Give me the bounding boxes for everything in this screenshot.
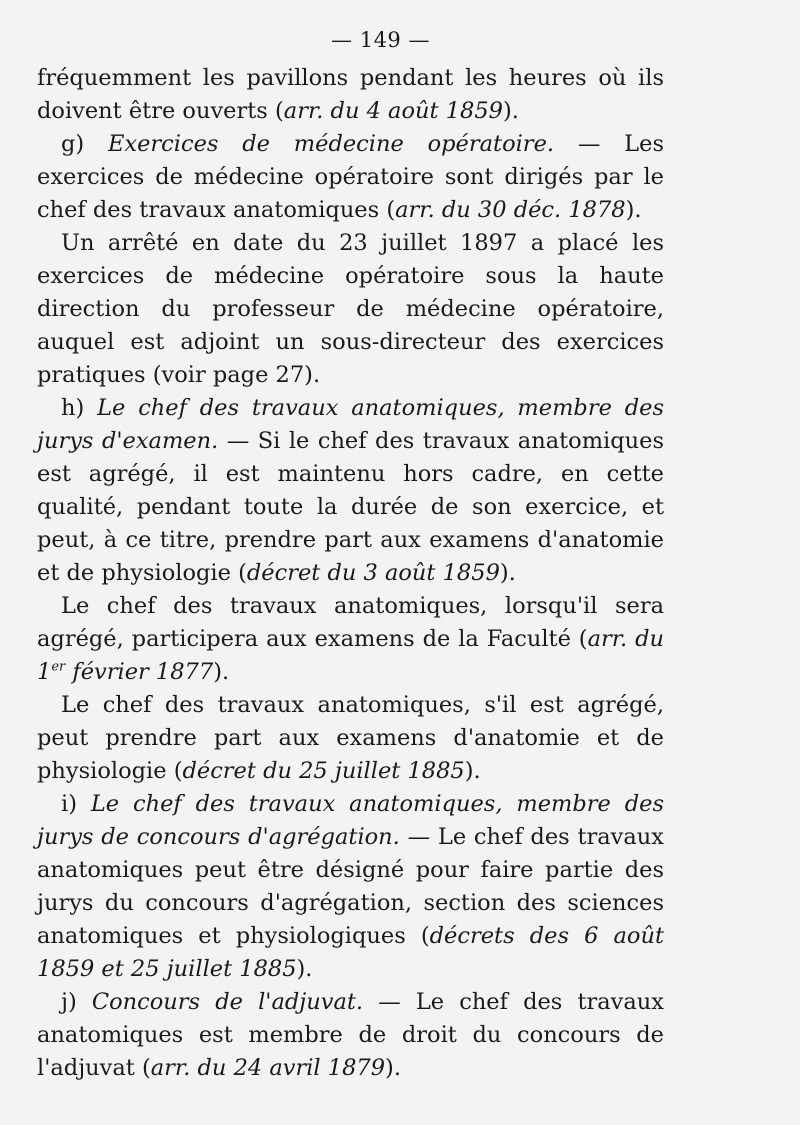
italic-text: arr. du 30 déc. 1878 [395, 197, 626, 223]
italic-text: Le chef des travaux anatomiques, membre des jurys de concours d'agrégation. [37, 791, 664, 850]
italic-text: décrets des 6 août 1859 et 25 juillet 1885 [37, 923, 665, 982]
text-run: — Si le chef des travaux anatomiques est agrégé, il est maintenu hors cadre, en cette qualité, pendant toute la durée de son exercice, et peut, à ce titre, prendre part aux examens d'anatomie et de physiologie ( [37, 428, 665, 586]
text-run: g) [61, 131, 108, 157]
text-run: — Le chef des travaux anatomiques peut être désigné pour faire partie des jurys du concours d'agrégation, section des sciences anatomiques et physiologiques ( [37, 824, 664, 949]
text-run: i) [61, 791, 91, 817]
paragraph [37, 62, 664, 128]
italic-text: arr. du 24 avril 1879 [150, 1055, 386, 1081]
paragraph [37, 128, 664, 227]
text-run: Le chef des travaux anatomiques, s'il est agrégé, peut prendre part aux examens d'anatomie et de physiologie ( [37, 692, 664, 784]
page-number: — 149 — [331, 28, 430, 52]
italic-text: er [51, 659, 66, 675]
italic-text: février 1877 [65, 659, 214, 685]
text-run: ). [385, 1055, 401, 1081]
text-run: ). [213, 659, 230, 685]
text-run: ). [502, 98, 519, 124]
italic-text: arr. du 4 août 1859 [283, 98, 503, 124]
paragraph [37, 590, 664, 689]
text-run: j) [61, 989, 92, 1015]
text-run: — Le chef des travaux anatomiques est membre de droit du concours de l'adjuvat ( [37, 989, 664, 1081]
paragraph [37, 392, 664, 590]
text-run: Le chef des travaux anatomiques, lorsqu'il sera agrégé, participera aux examens de la Faculté ( [37, 593, 664, 652]
text-run: ). [464, 758, 481, 784]
italic-text: Le chef des travaux anatomiques, membre des jurys d'examen. [37, 395, 664, 454]
paragraph [37, 788, 664, 986]
italic-text: Exercices de médecine opératoire. [108, 131, 555, 157]
text-run: h) [61, 395, 98, 421]
paragraph [37, 689, 664, 788]
text-run: fréquemment les pavillons pendant les heures où ils doivent être ouverts ( [37, 65, 664, 124]
text-run: ). [296, 956, 313, 982]
text-run: ). [499, 560, 516, 586]
italic-text: arr. du 1 [37, 626, 664, 685]
italic-text: décret du 25 juillet 1885 [182, 758, 465, 784]
italic-text: Concours de l'adjuvat. [91, 989, 364, 1015]
italic-text: décret du 3 août 1859 [246, 560, 500, 586]
text-run: — Les exercices de médecine opératoire sont dirigés par le chef des travaux anatomiques ( [37, 131, 664, 223]
paragraph [37, 227, 664, 392]
text-run: Un arrêté en date du 23 juillet 1897 a placé les exercices de médecine opératoire sous la haute direction du professeur de médecine opératoire, auquel est adjoint un sous-directeur des exercices pratiques (voir page 27). [37, 230, 664, 388]
paragraph [37, 986, 664, 1085]
body-text [37, 62, 664, 1085]
text-run: ). [625, 197, 642, 223]
